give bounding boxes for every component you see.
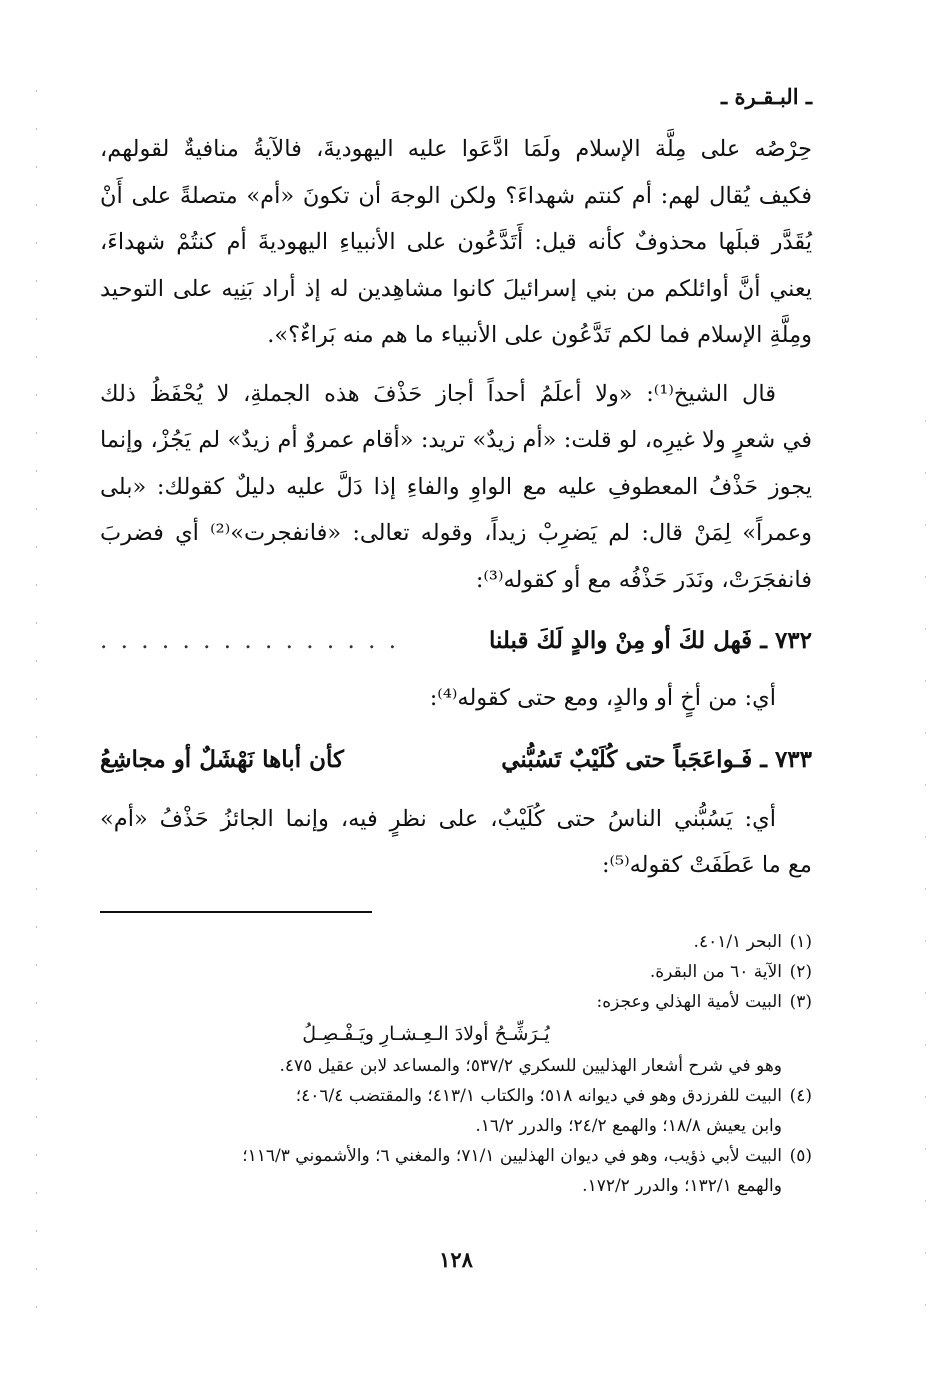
text-line: في شعرٍ ولا غيرِه، لو قلت: «أم زيدٌ» تريد: «أقام عمروٌ أم زيدٌ» لم يَجُزْ، وإنما	[100, 427, 812, 453]
verse-hemistich-1: فَهل لكَ أو مِنْ والدٍ لَكَ قبلنا	[488, 627, 753, 654]
paragraph-4	[100, 796, 812, 889]
text-line: أي: يَسُبُّني الناسُ حتى كُلَيْبٌ، على نظرٍ فيه، وإنما الجائزُ حَذْفُ «أم»	[100, 805, 776, 832]
footnote-number: (٤)	[789, 1085, 812, 1106]
text-line: ومِلَّةِ الإسلام فما لكم تَدَّعُون على الأنبياء ما هم منه بَراءٌ؟».	[267, 322, 812, 348]
footnote-text: الآية ٦٠ من البقرة.	[649, 961, 782, 982]
text-line: حِرْصُه على مِلَّة الإسلام ولَمَا ادَّعَوا عليه اليهوديةَ، فالآيةُ منافيةٌ لقولهم،	[100, 136, 812, 162]
footnote-1	[100, 927, 812, 957]
footnote-number: (٢)	[789, 961, 812, 982]
text-line: وعمراً» لِمَنْ قال: لم يَضرِبْ زيداً، وقوله تعالى: «فانفجرت»⁽²⁾ أي فضربَ	[100, 520, 813, 546]
verse-dash: ـ	[760, 745, 767, 773]
text-line: يجوز حَذْفُ المعطوفِ عليه مع الواوِ والفاءِ إذا دَلَّ عليه دليلٌ كقولك: «بلى	[100, 473, 812, 500]
footnote-separator	[100, 911, 372, 913]
paragraph-2-continued	[100, 417, 812, 603]
paragraph-2	[100, 371, 812, 418]
text-line: فانفجَرَتْ، ونَدَر حَذْفُه مع أو كقوله⁽³⁾:	[475, 566, 812, 593]
footnote-text: البيت لأبي ذؤيب، وهو في ديوان الهذليين ٧١/١؛ والمغني ٦؛ والأشموني ١١٦/٣؛	[242, 1145, 782, 1166]
footnote-number: (٣)	[789, 991, 812, 1012]
verse-number: ٧٣٢	[774, 627, 812, 654]
verse-dash: ـ	[760, 627, 767, 654]
book-page	[100, 84, 812, 1272]
scan-speckle-right	[925, 420, 926, 1320]
footnote-text: البيت للفرزدق وهو في ديوانه ٥١٨؛ والكتاب ٤١٣/١؛ والمقتضب ٤٠٦/٤؛	[295, 1085, 782, 1106]
page-number: ١٢٨	[439, 1246, 473, 1272]
footnote-2	[100, 957, 812, 987]
verse-732	[100, 613, 812, 669]
text-line: أي: من أخٍ أو والدٍ، ومع حتى كقوله⁽⁴⁾:	[429, 685, 776, 711]
paragraph-1	[100, 126, 812, 359]
footnote-number: (١)	[789, 931, 812, 952]
footnote-4	[100, 1081, 812, 1111]
footnotes	[100, 927, 812, 1201]
paragraph-3	[100, 675, 812, 722]
verse-hemistich-1: فَـواعَجَباً حتى كُلَيْبٌ تَسُبُّني	[501, 745, 753, 773]
running-header: ـ البـقـرة ـ	[720, 84, 812, 109]
footnote-5	[100, 1141, 812, 1171]
text-line: يعني أنَّ أوائلكم من بني إسرائيلَ كانوا مشاهِدين له إذ أراد بَنِيه على التوحيد	[100, 275, 812, 302]
text-line: قال الشيخ⁽¹⁾: «ولا أعلَمُ أحداً أجاز حَذْفَ هذه الجملةِ، لا يُحْفَظُ ذلك	[100, 380, 776, 407]
verse-number: ٧٣٣	[774, 745, 812, 773]
verse-733	[100, 732, 812, 788]
footnote-3	[100, 987, 812, 1017]
text-line: يُقَدَّر قبلَها محذوفٌ كأنه قيل: أَتَدَّعُون على الأنبياءِ اليهوديةَ أم كنتُمْ شهداءَ،	[100, 229, 812, 255]
footnote-3-verse: يُـرَشِّـحُ أولادَ الـعِـشـارِ ويَـفْـصِـلُ	[302, 1022, 550, 1045]
footnote-text: البيت لأمية الهذلي وعجزه:	[596, 991, 782, 1012]
text-line: مع ما عَطَفَتْ كقوله⁽⁵⁾:	[601, 852, 812, 878]
text-line: فكيف يُقال لهم: أم كنتم شهداءَ؟ ولكن الوجهَ أن تكونَ «أم» متصلةً على أَنْ	[100, 182, 812, 209]
footnote-number: (٥)	[789, 1145, 812, 1166]
footnote-text: البحر ٤٠١/١.	[693, 931, 782, 952]
footnote-4-continued: وابن يعيش ١٨/٨؛ والهمع ٢٤/٢؛ والدرر ١٦/٢.	[475, 1115, 782, 1136]
verse-omission-dots: . . . . . . . . . . . . . . .	[100, 628, 400, 654]
verse-hemistich-2: كأن أباها نَهْشَلٌ أو مجاشِعُ	[100, 745, 344, 773]
scan-speckle-left	[36, 90, 37, 1330]
footnote-5-continued: والهمع ١٣٢/١؛ والدرر ١٧٢/٢.	[582, 1175, 782, 1196]
footnote-3-continued: وهو في شرح أشعار الهذليين للسكري ٥٣٧/٢؛ والمساعد لابن عقيل ٤٧٥.	[279, 1055, 782, 1076]
